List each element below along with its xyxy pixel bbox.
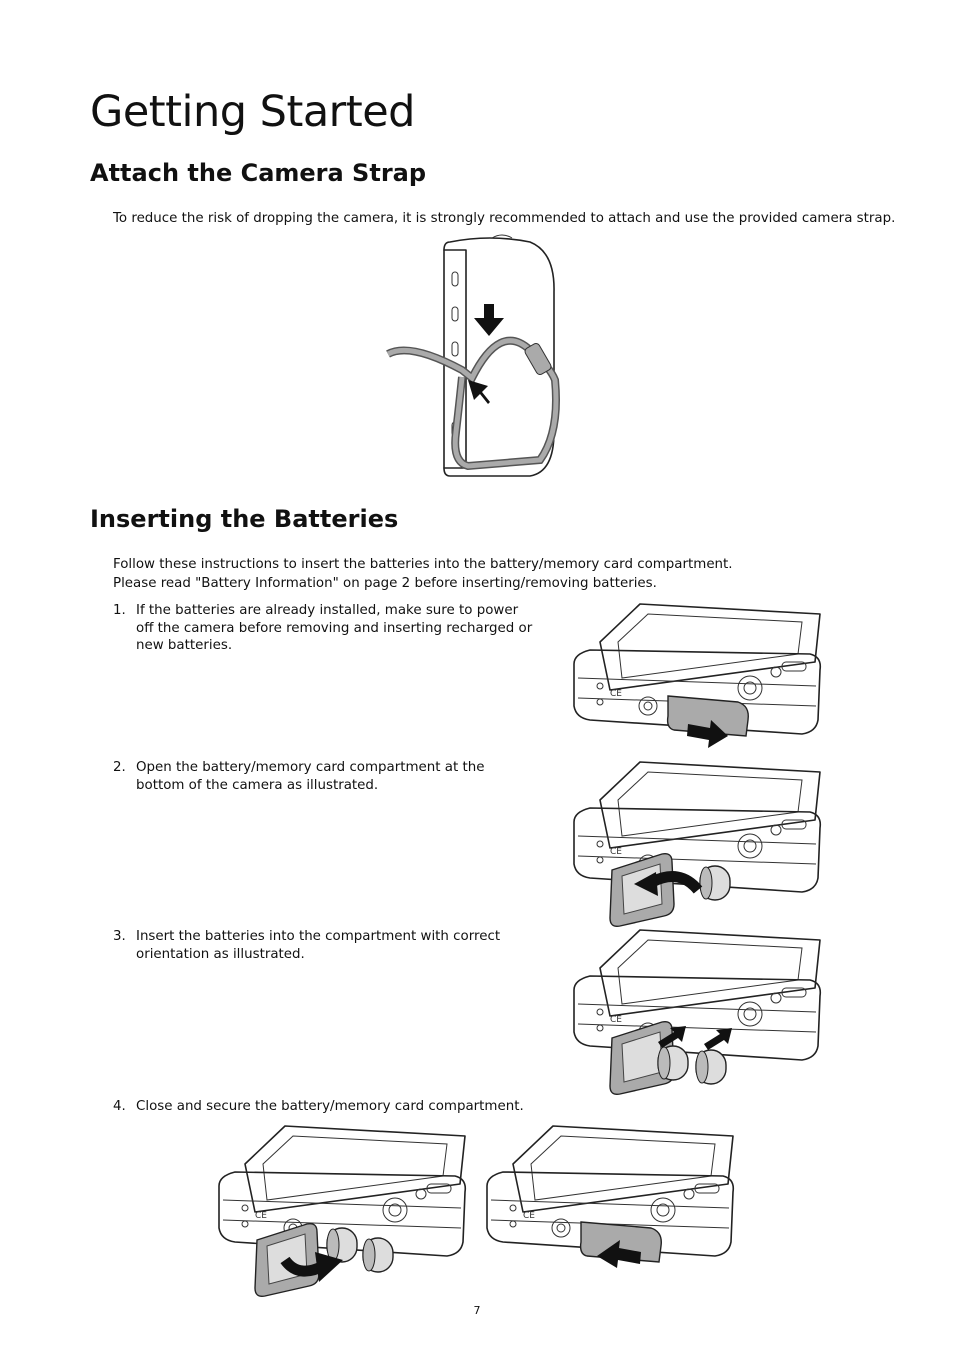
step-number: 4. (113, 1099, 126, 1114)
step-text: Open the battery/memory card compartment at the bottom of the camera as illustrated. (136, 760, 485, 793)
strap-text: To reduce the risk of dropping the camera, it is strongly recommended to attach and use the provided camera strap. (113, 211, 896, 226)
strap-heading: Attach the Camera Strap (90, 159, 427, 187)
step-text: Close and secure the battery/memory card compartment. (136, 1099, 524, 1114)
step-3 (113, 928, 533, 963)
camera-illustration-step-3 (570, 928, 822, 1093)
page-number: 7 (473, 1304, 481, 1317)
batteries-intro-2: Please read "Battery Information" on page 2 before inserting/removing batteries. (113, 576, 657, 591)
batteries-heading: Inserting the Batteries (90, 505, 399, 533)
camera-illustration-step-2 (570, 760, 822, 925)
camera-illustration-step-4-closed (483, 1124, 735, 1276)
step-number: 1. (113, 603, 126, 618)
step-2 (113, 759, 533, 794)
step-4 (113, 1098, 533, 1116)
camera-illustration-step-4-closing (215, 1124, 467, 1294)
step-1 (113, 602, 533, 655)
step-text: If the batteries are already installed, make sure to power off the camera before removing and inserting recharged or new batteries. (136, 603, 533, 653)
step-text: Insert the batteries into the compartment with correct orientation as illustrated. (136, 929, 501, 962)
step-number: 2. (113, 760, 126, 775)
camera-strap-illustration (380, 232, 580, 482)
camera-illustration-step-1 (570, 602, 822, 754)
batteries-intro-1: Follow these instructions to insert the batteries into the battery/memory card compartment. (113, 557, 733, 572)
step-number: 3. (113, 929, 126, 944)
page-title: Getting Started (90, 87, 415, 137)
